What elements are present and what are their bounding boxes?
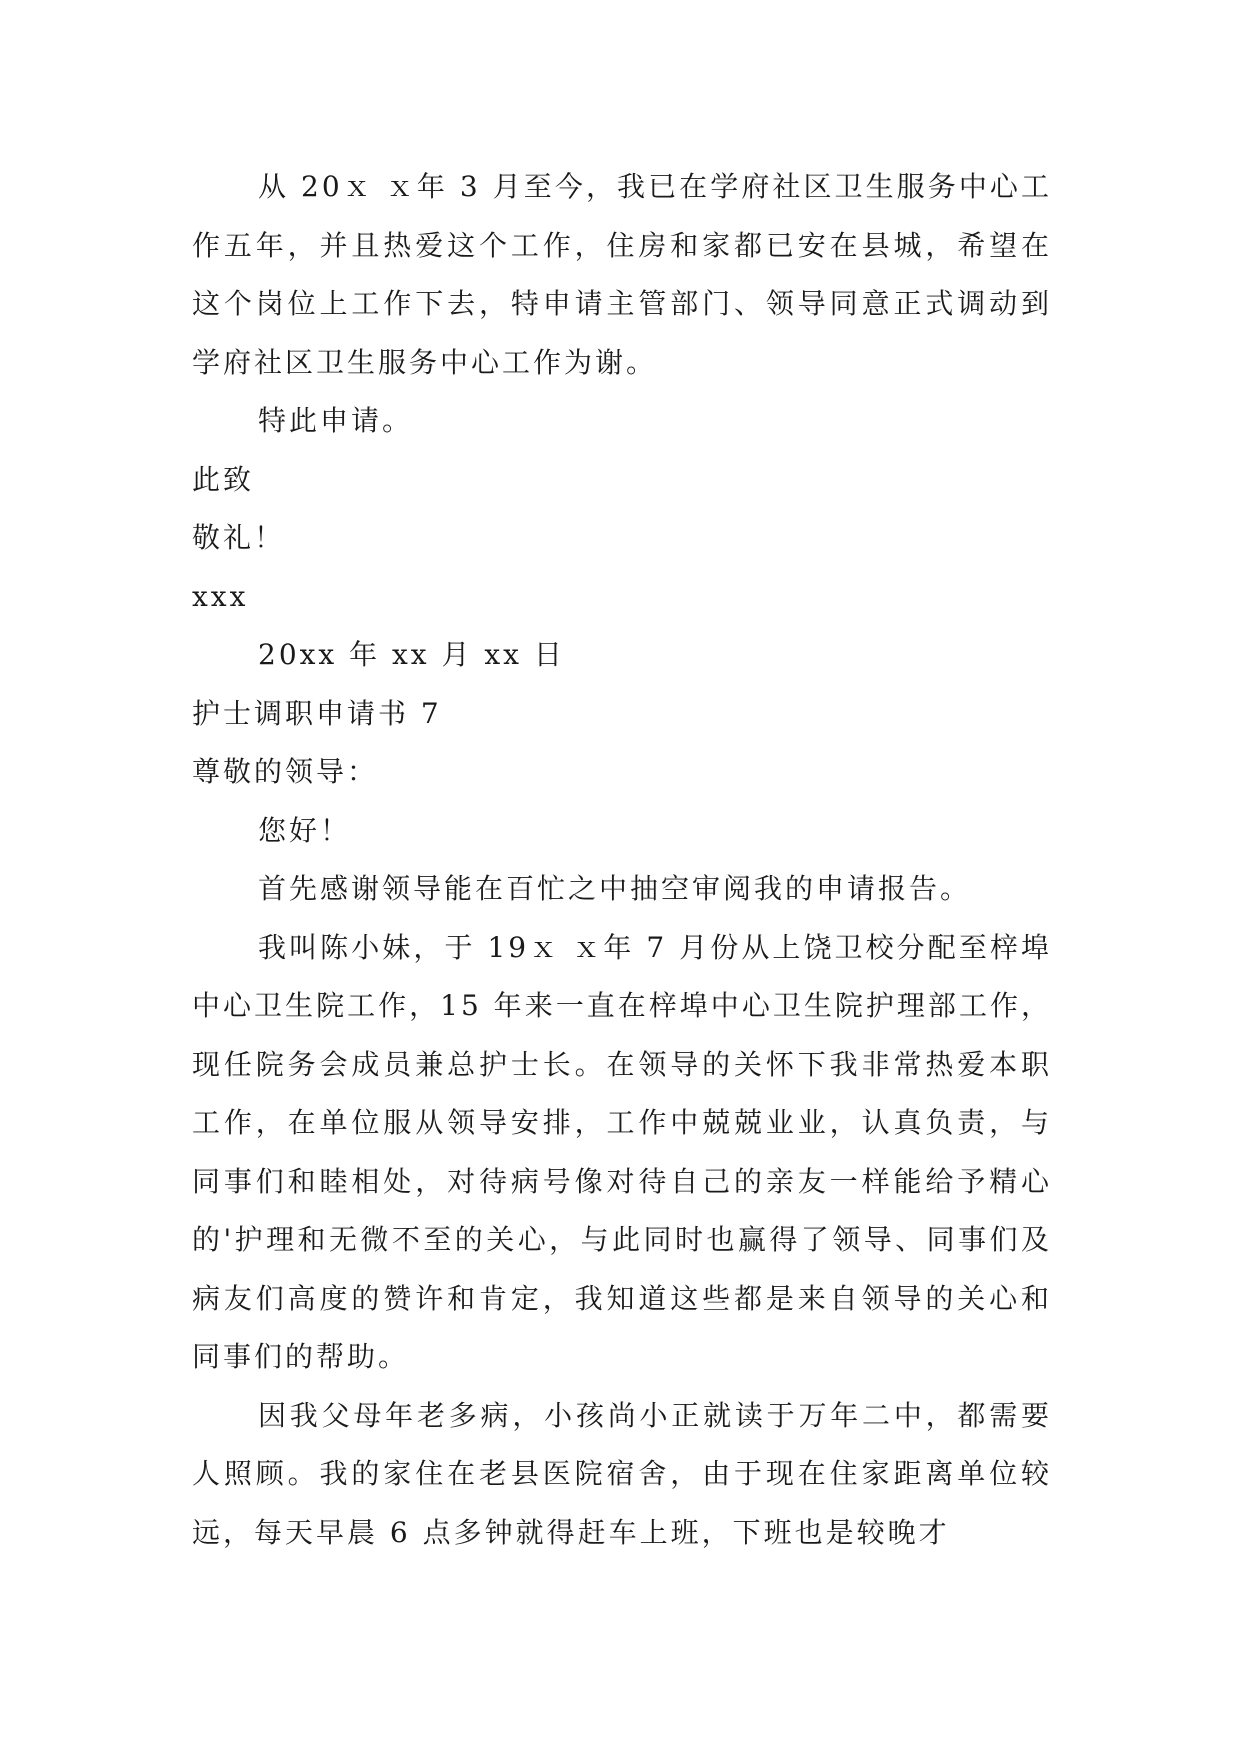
paragraph-transfer-reason: 从 20ｘ ｘ年 3 月至今，我已在学府社区卫生服务中心工作五年，并且热爱这个工作，住房和家都已安在县城，希望在这个岗位上工作下去，特申请主管部门、领导同意正式调动到学府社区卫生服务中心工作为谢。 (192, 170, 1052, 379)
greeting-recipient: 尊敬的领导： (192, 755, 379, 788)
section-title: 护士调职申请书 7 (192, 696, 442, 730)
paragraph-hereby-apply: 特此申请。 (258, 404, 414, 437)
signature-name: xxx (192, 579, 249, 613)
paragraph-self-introduction: 我叫陈小妹，于 19ｘ ｘ年 7 月份从上饶卫校分配至梓埠中心卫生院工作，15 年来一直在梓埠中心卫生院护理部工作，现任院务会成员兼总护士长。在领导的关怀下我非常热爱本职工作，在单位服从领导安排，工作中兢兢业业，认真负责，与同事们和睦相处，对待病号像对待自己的亲友一样能给予精心的'护理和无微不至的关心，与此同时也赢得了领导、同事们及病友们高度的赞许和肯定，我知道这些都是来自领导的关心和同事们的帮助。 (192, 930, 1052, 1373)
paragraph-family-situation: 因我父母年老多病，小孩尚小正就读于万年二中，都需要人照顾。我的家住在老县医院宿舍，由于现在住家距离单位较远，每天早晨 6 点多钟就得赶车上班，下班也是较晚才 (192, 1398, 1052, 1549)
closing-respect: 敬礼！ (192, 521, 286, 554)
greeting-hello: 您好！ (258, 813, 352, 847)
closing-salutation: 此致 (192, 462, 255, 496)
document-body (192, 158, 1052, 1562)
paragraph-thanks: 首先感谢领导能在百忙之中抽空审阅我的申请报告。 (258, 872, 972, 905)
signature-date: 20xx 年 xx 月 xx 日 (258, 638, 565, 671)
